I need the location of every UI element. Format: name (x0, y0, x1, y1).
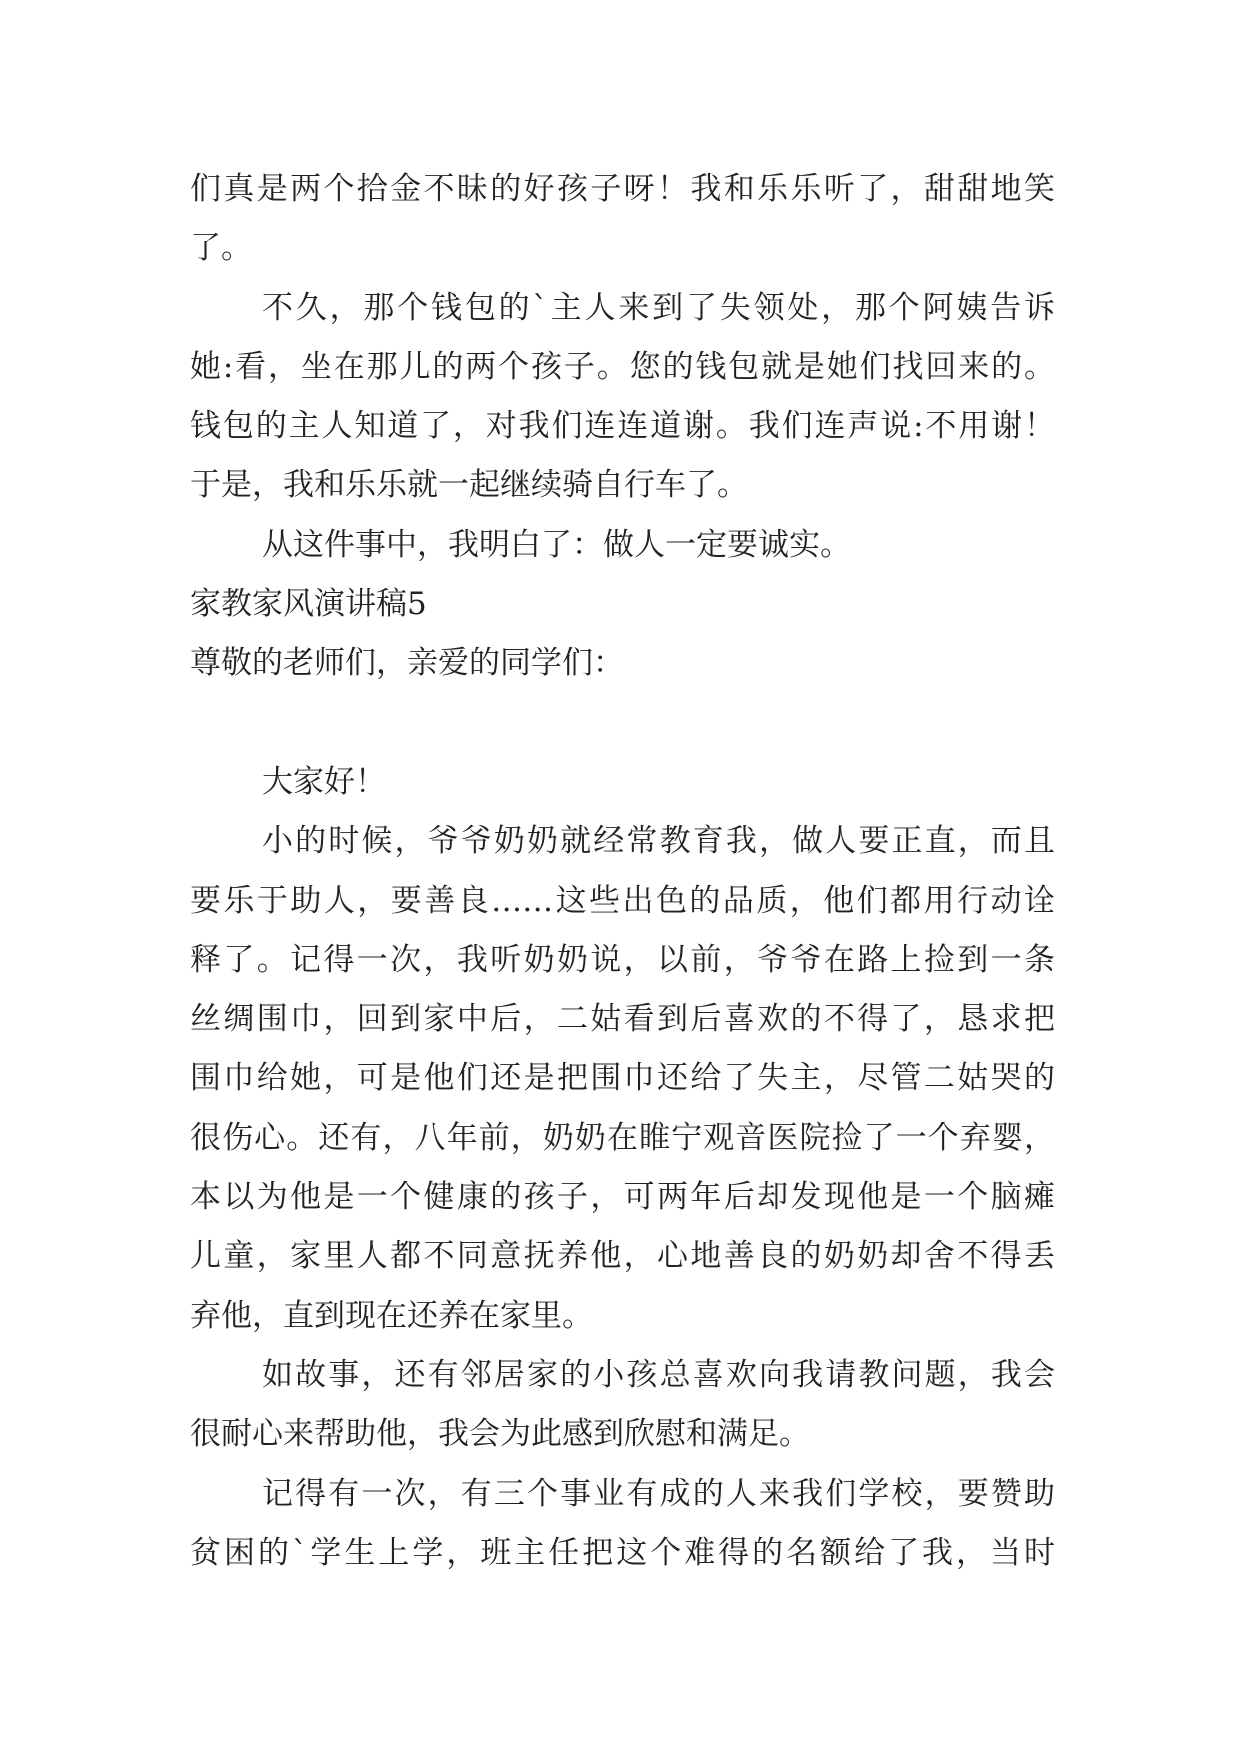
paragraph-line: 儿童，家里人都不同意抚养他，心地善良的奶奶却舍不得丢 (190, 1238, 1055, 1275)
text-line: 她:看，坐在那儿的两个孩子。您的钱包就是她们找回来的。 (190, 348, 1055, 385)
document-body (190, 160, 1055, 1583)
paragraph-line: 很耐心来帮助他，我会为此感到欣慰和满足。 (190, 1416, 810, 1453)
text-line: 了。 (190, 230, 252, 267)
paragraph-line: 本以为他是一个健康的孩子，可两年后却发现他是一个脑瘫 (190, 1179, 1055, 1216)
greeting: 大家好！ (262, 763, 386, 800)
text-line: 们真是两个拾金不昧的好孩子呀！我和乐乐听了，甜甜地笑 (190, 171, 1055, 207)
paragraph-line: 小的时候，爷爷奶奶就经常教育我，做人要正直，而且 (262, 823, 1055, 860)
paragraph-line: 弃他，直到现在还养在家里。 (190, 1297, 593, 1334)
paragraph-line: 记得有一次，有三个事业有成的人来我们学校，要赞助 (262, 1475, 1055, 1512)
text-line: 钱包的主人知道了，对我们连连道谢。我们连声说:不用谢！ (190, 408, 1055, 445)
paragraph-line: 围巾给她，可是他们还是把围巾还给了失主，尽管二姑哭的 (190, 1060, 1055, 1097)
paragraph-line: 要乐于助人，要善良……这些出色的品质，他们都用行动诠 (190, 882, 1055, 919)
paragraph-line: 如故事，还有邻居家的小孩总喜欢向我请教问题，我会 (262, 1356, 1055, 1393)
text-line: 从这件事中，我明白了：做人一定要诚实。 (262, 526, 851, 563)
text-line: 不久，那个钱包的`主人来到了失领处，那个阿姨告诉 (262, 289, 1055, 326)
paragraph-line: 很伤心。还有，八年前，奶奶在睢宁观音医院捡了一个弃婴， (190, 1119, 1055, 1156)
blank-line (190, 694, 1055, 753)
paragraph-line: 释了。记得一次，我听奶奶说，以前，爷爷在路上捡到一条 (190, 941, 1055, 978)
text-line: 于是，我和乐乐就一起继续骑自行车了。 (190, 467, 748, 504)
paragraph-line: 丝绸围巾，回到家中后，二姑看到后喜欢的不得了，恳求把 (190, 1001, 1055, 1038)
section-title: 家教家风演讲稿5 (190, 586, 427, 623)
paragraph-line: 贫困的`学生上学，班主任把这个难得的名额给了我，当时 (190, 1534, 1055, 1571)
salutation: 尊敬的老师们，亲爱的同学们： (190, 645, 624, 682)
